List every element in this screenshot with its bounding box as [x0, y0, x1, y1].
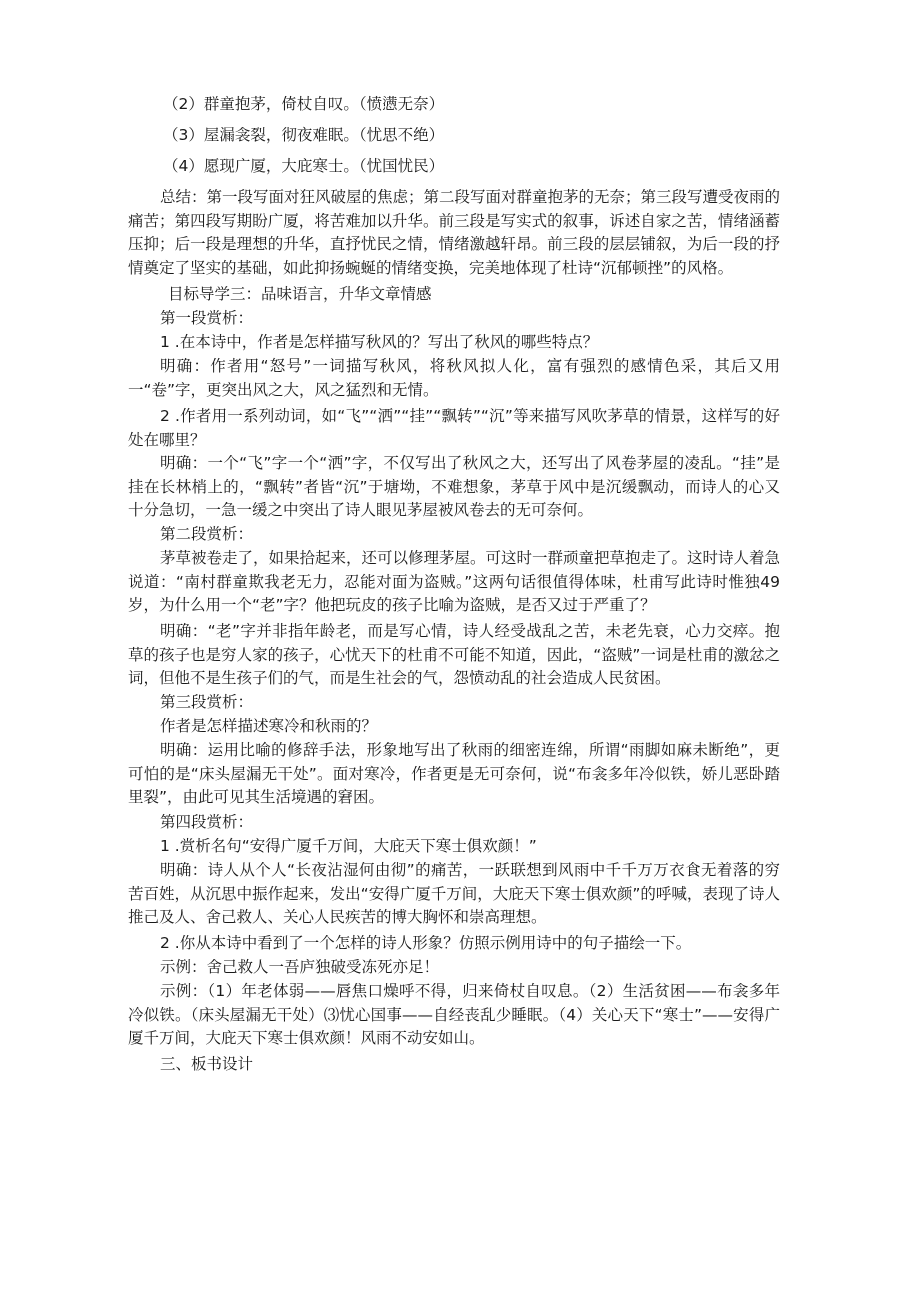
body-text: 茅草被卷走了，如果拾起来，还可以修理茅屋。可这时一群顽童把草抱走了。这时诗人着急说道：“南村群童欺我老无力，忍能对面为盗贼。”这两句话很值得体味，杜甫写此诗时惟独49岁，为什么用一个“老”字？他把玩皮的孩子比喻为盗贼，是否又过于严重了？ — [128, 549, 781, 614]
question-text: 2 .作者用一系列动词，如“飞”“洒”“挂”“飘转”“沉”等来描写风吹茅草的情景，这样写的好处在哪里？ — [128, 407, 780, 449]
question: 1 .在本诗中，作者是怎样描写秋风的？写出了秋风的哪些特点？ — [160, 333, 599, 351]
answer-paragraph — [128, 452, 780, 523]
section-heading: 第一段赏析： — [160, 309, 254, 327]
list-item: （2）群童抱茅，倚杖自叹。（愤懑无奈） — [163, 95, 445, 113]
body-paragraph — [128, 547, 780, 618]
example: 示例：舍己救人一吾庐独破受冻死亦足！ — [160, 958, 440, 976]
goal-heading: 目标导学三：品味语言，升华文章情感 — [168, 285, 432, 303]
answer-paragraph — [128, 355, 780, 402]
summary-paragraph — [128, 186, 780, 280]
question: 1 .赏析名句“安得广厦千万间，大庇天下寒士俱欢颜！” — [160, 837, 537, 855]
list-item: （4）愿现广厦，大庇寒士。（忧国忧民） — [163, 157, 445, 175]
answer-text: 明确：诗人从个人“长夜沾湿何由彻”的痛苦，一跃联想到风雨中千千万万衣食无着落的穷苦百姓，从沉思中振作起来，发出“安得广厦千万间，大庇天下寒士俱欢颜”的呼喊，表现了诗人推己及人、舍己救人、关心人民疾苦的博大胸怀和崇高理想。 — [128, 861, 780, 926]
answer-text: 明确：作者用“怒号”一词描写秋风，将秋风拟人化，富有强烈的感情色采，其后又用一“卷”字，更突出风之大，风之猛烈和无情。 — [128, 357, 780, 399]
summary-text: 总结：第一段写面对狂风破屋的焦虑；第二段写面对群童抱茅的无奈；第三段写遭受夜雨的痛苦；第四段写期盼广厦，将苦难加以升华。前三段是写实式的叙事，诉述自家之苦，情绪涵蓄压抑；后一段是理想的升华，直抒忧民之情，情绪激越轩昂。前三段的层层铺叙，为后一段的抒情奠定了坚实的基础，如此抑扬蜿蜒的情绪变换，完美地体现了杜诗“沉郁顿挫”的风格。 — [128, 188, 781, 277]
question-paragraph — [128, 405, 780, 452]
answer-paragraph — [128, 739, 780, 810]
answer-text: 明确：“老”字并非指年龄老，而是写心情，诗人经受战乱之苦，未老先衰，心力交瘁。抱草的孩子也是穷人家的孩子，心忧天下的杜甫不可能不知道，因此，“盗贼”一词是杜甫的激忿之词，但他不是生孩子们的气，而是生社会的气，怨愤动乱的社会造成人民贫困。 — [128, 622, 780, 687]
question: 2 .你从本诗中看到了一个怎样的诗人形象？仿照示例用诗中的句子描绘一下。 — [160, 934, 692, 952]
answer-text: 明确：运用比喻的修辞手法，形象地写出了秋雨的细密连绵，所谓“雨脚如麻未断绝”，更可怕的是“床头屋漏无干处”。面对寒冷，作者更是无可奈何，说“布衾多年冷似铁，娇儿恶卧踏里裂”，由此可见其生活境遇的窘困。 — [128, 741, 780, 806]
answer-paragraph — [128, 620, 780, 691]
question: 作者是怎样描述寒冷和秋雨的？ — [160, 717, 378, 735]
list-item: （3）屋漏衾裂，彻夜难眠。（忧思不绝） — [163, 126, 445, 144]
section-heading: 三、板书设计 — [160, 1055, 254, 1073]
example-paragraph — [128, 980, 780, 1051]
answer-text: 明确：一个“飞”字一个“洒”字，不仅写出了秋风之大，还写出了风卷茅屋的凌乱。“挂”是挂在长林梢上的，“飘转”者皆“沉”于塘坳，不难想象，茅草于风中是沉缓飘动，而诗人的心又十分急切，一急一缓之中突出了诗人眼见茅屋被风卷去的无可奈何。 — [128, 454, 780, 519]
example-text: 示例：（1）年老体弱——唇焦口燥呼不得，归来倚杖自叹息。（2）生活贫困——布衾多年冷似铁。（床头屋漏无干处）⑶忧心国事——自经丧乱少睡眠。（4）关心天下“寒士”——安得广厦千万间，大庇天下寒士俱欢颜！风雨不动安如山。 — [128, 982, 780, 1047]
answer-paragraph — [128, 859, 780, 930]
section-heading: 第二段赏析： — [160, 525, 254, 543]
section-heading: 第三段赏析： — [160, 693, 254, 711]
section-heading: 第四段赏析： — [160, 813, 254, 831]
